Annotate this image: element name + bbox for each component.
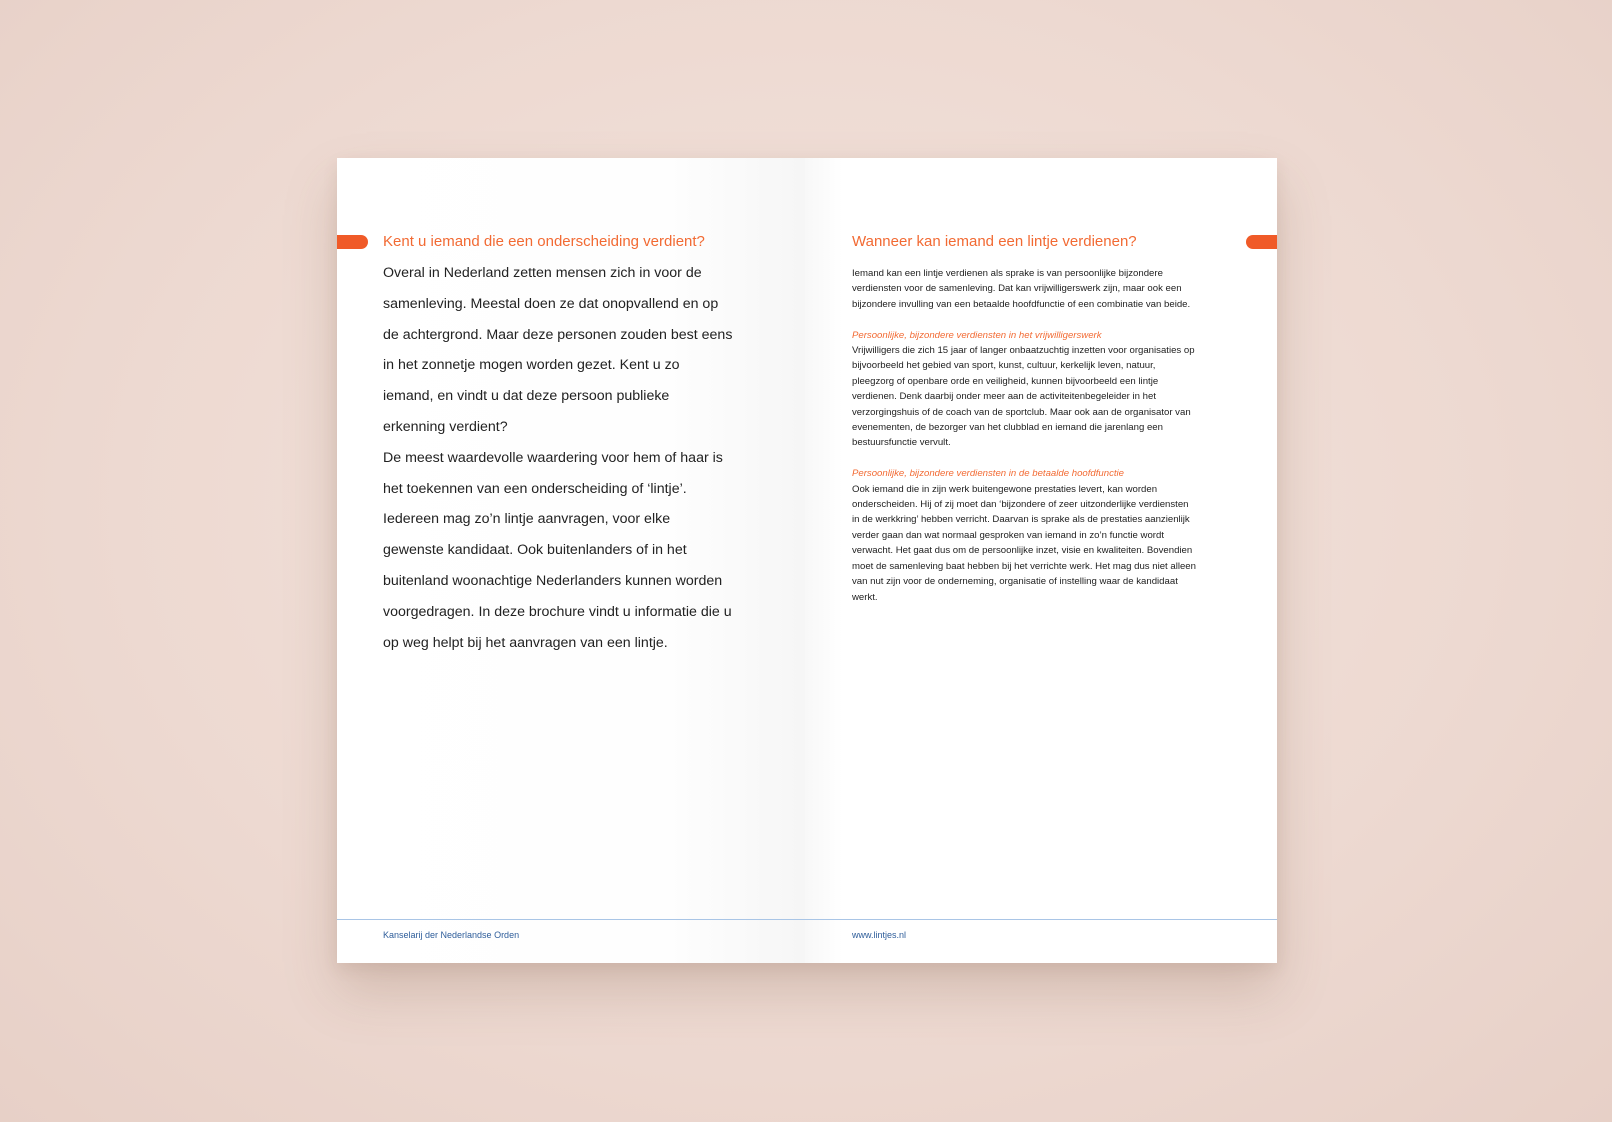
right-page-body	[852, 266, 1197, 605]
footer-publisher: Kanselarij der Nederlandse Orden	[383, 930, 520, 940]
brochure-spread	[337, 158, 1277, 963]
left-page-body	[383, 258, 733, 658]
footer-rule	[805, 919, 1277, 920]
left-page-heading: Kent u iemand die een onderscheiding verdient?	[383, 233, 705, 250]
right-page	[805, 158, 1277, 963]
section-1-text: Vrijwilligers die zich 15 jaar of langer onbaatzuchtig inzetten voor organisaties op bijvoorbeeld het gebied van sport, kunst, cultuur, kerkelijk leven, natuur, pleegzorg of openbare orde en veiligheid, kunnen bijvoorbeeld een lintje verdienen. Denk daarbij onder meer aan de activiteitenbegeleider in het verzorgingshuis of de coach van de sportclub. Maar ook aan de organisator van evenementen, de bezorger van het clubblad en iemand die jarenlang een bestuursfunctie vervult.	[852, 345, 1195, 449]
orange-tab-marker	[1246, 235, 1277, 249]
footer-rule	[337, 919, 805, 920]
right-page-heading: Wanneer kan iemand een lintje verdienen?	[852, 233, 1137, 250]
intro-paragraph-2: De meest waardevolle waardering voor hem of haar is het toekennen van een onderscheiding of ‘lintje’. Iedereen mag zo’n lintje aanvragen, voor elke gewenste kandidaat. Ook buitenlanders of in het buitenland woonachtige Nederlanders kunnen worden voorgedragen. In deze brochure vindt u informatie die u op weg helpt bij het aanvragen van een lintje.	[383, 449, 732, 651]
orange-tab-marker	[337, 235, 368, 249]
right-intro-paragraph: Iemand kan een lintje verdienen als sprake is van persoonlijke bijzondere verdiensten voor de samenleving. Dat kan vrijwilligerswerk zijn, maar ook een bijzondere invulling van een betaalde hoofdfunctie of een combinatie van beide.	[852, 268, 1191, 310]
footer-website-link[interactable]: www.lintjes.nl	[852, 930, 907, 940]
section-2-title: Persoonlijke, bijzondere verdiensten in de betaalde hoofdfunctie	[852, 468, 1125, 480]
section-2-text: Ook iemand die in zijn werk buitengewone prestaties levert, kan worden onderscheiden. Hij of zij moet dan ‘bijzondere of zeer uitzonderlijke verdiensten in de werkkring’ hebben verricht. Daarvan is sprake als de prestaties aanzienlijk verder gaan dan wat normaal gesproken van iemand in zo’n functie wordt verwacht. Het gaat dus om de persoonlijke inzet, visie en kwaliteiten. Bovendien moet de samenleving baat hebben bij het verrichte werk. Het mag dus niet alleen van nut zijn voor de onderneming, organisatie of instelling waar de kandidaat werkt.	[852, 483, 1196, 603]
intro-paragraph-1: Overal in Nederland zetten mensen zich in voor de samenleving. Meestal doen ze dat onopvallend en op de achtergrond. Maar deze personen zouden best eens in het zonnetje mogen worden gezet. Kent u zo iemand, en vindt u dat deze persoon publieke erkenning verdient?	[383, 265, 733, 435]
left-page	[337, 158, 805, 963]
section-1-title: Persoonlijke, bijzondere verdiensten in het vrijwilligerswerk	[852, 329, 1102, 341]
